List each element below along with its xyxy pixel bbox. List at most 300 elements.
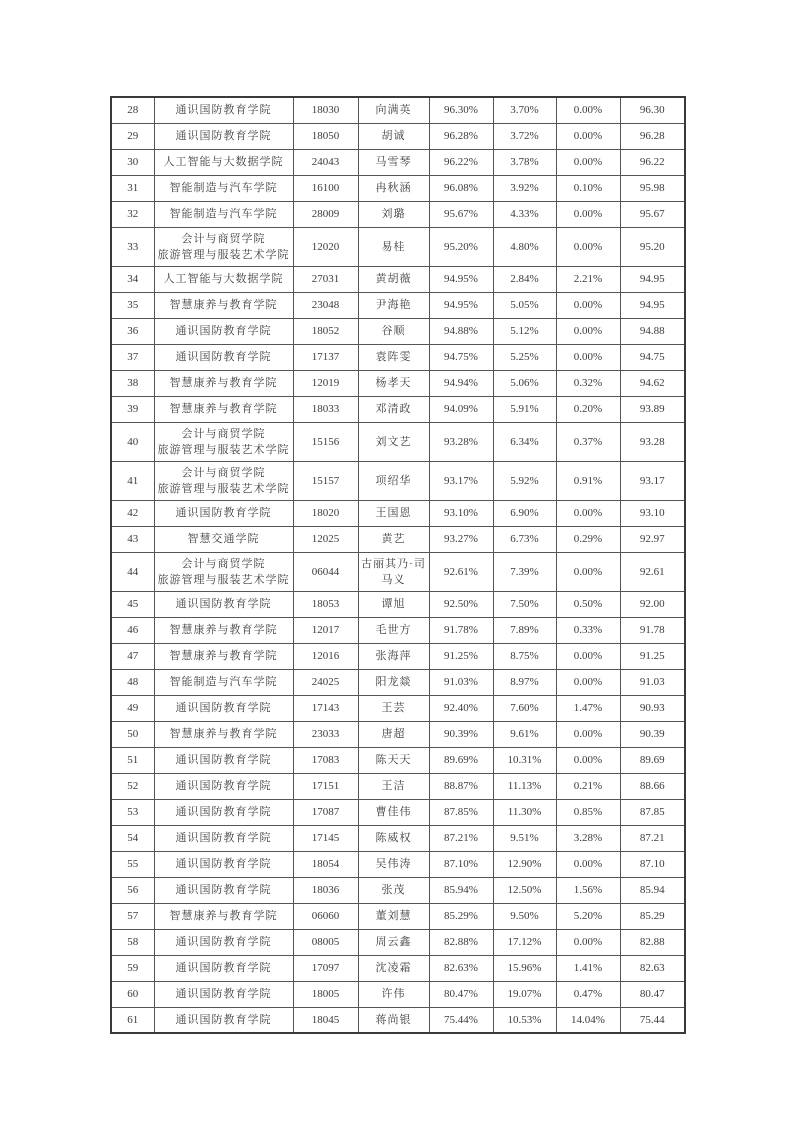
table-row (111, 773, 685, 799)
cell-pct2: 8.97% (493, 669, 556, 695)
cell-pct2: 6.90% (493, 500, 556, 526)
cell-name: 王芸 (358, 695, 429, 721)
table-row (111, 201, 685, 227)
cell-rank: 28 (111, 97, 154, 123)
attendance-score-table (110, 96, 686, 1034)
cell-pct1: 90.39% (429, 721, 493, 747)
cell-college (154, 591, 293, 617)
table-row (111, 591, 685, 617)
cell-pct2: 10.31% (493, 747, 556, 773)
cell-pct2: 17.12% (493, 929, 556, 955)
college-name-line: 智能制造与汽车学院 (169, 208, 278, 220)
cell-rank: 53 (111, 799, 154, 825)
cell-pct3: 0.50% (556, 591, 620, 617)
cell-rank: 47 (111, 643, 154, 669)
cell-pct1: 92.61% (429, 552, 493, 591)
cell-score: 87.85 (620, 799, 685, 825)
cell-rank: 32 (111, 201, 154, 227)
cell-pct2: 3.78% (493, 149, 556, 175)
cell-score: 85.29 (620, 903, 685, 929)
cell-college (154, 955, 293, 981)
cell-rank: 45 (111, 591, 154, 617)
table-row (111, 695, 685, 721)
college-name-line: 会计与商贸学院 (181, 557, 266, 570)
cell-name: 张海萍 (358, 643, 429, 669)
cell-rank: 57 (111, 903, 154, 929)
cell-score: 91.25 (620, 643, 685, 669)
cell-pct3: 3.28% (556, 825, 620, 851)
cell-name: 项绍华 (358, 461, 429, 500)
college-name-line: 会计与商贸学院 (181, 232, 266, 245)
cell-pct3: 0.00% (556, 318, 620, 344)
college-name-line: 通识国防教育学院 (175, 702, 272, 714)
cell-score: 94.88 (620, 318, 685, 344)
cell-rank: 39 (111, 396, 154, 422)
cell-score: 92.61 (620, 552, 685, 591)
cell-pct3: 5.20% (556, 903, 620, 929)
cell-college (154, 695, 293, 721)
cell-college (154, 175, 293, 201)
cell-rank: 31 (111, 175, 154, 201)
college-name-line: 通识国防教育学院 (175, 988, 272, 1000)
cell-pct1: 89.69% (429, 747, 493, 773)
table-row (111, 97, 685, 123)
cell-college (154, 552, 293, 591)
cell-college (154, 370, 293, 396)
cell-pct1: 87.85% (429, 799, 493, 825)
college-name-line: 旅游管理与服装艺术学院 (157, 248, 290, 261)
college-name-line: 通识国防教育学院 (175, 858, 272, 870)
cell-pct3: 0.00% (556, 344, 620, 370)
table-row (111, 955, 685, 981)
cell-name: 唐超 (358, 721, 429, 747)
cell-pct1: 94.95% (429, 266, 493, 292)
cell-rank: 56 (111, 877, 154, 903)
table-row (111, 266, 685, 292)
cell-score: 80.47 (620, 981, 685, 1007)
college-name-line: 人工智能与大数据学院 (163, 156, 284, 168)
college-name-line: 旅游管理与服装艺术学院 (157, 482, 290, 495)
college-name-line: 智慧交通学院 (187, 533, 260, 545)
cell-pct3: 0.47% (556, 981, 620, 1007)
cell-pct3: 0.00% (556, 500, 620, 526)
cell-pct2: 5.92% (493, 461, 556, 500)
cell-pct3: 1.47% (556, 695, 620, 721)
cell-college (154, 1007, 293, 1033)
cell-college (154, 721, 293, 747)
cell-student-id: 12017 (293, 617, 358, 643)
table-row (111, 851, 685, 877)
cell-pct3: 0.10% (556, 175, 620, 201)
cell-score: 90.39 (620, 721, 685, 747)
cell-pct2: 12.50% (493, 877, 556, 903)
table-row (111, 123, 685, 149)
cell-name: 易桂 (358, 227, 429, 266)
table-row (111, 227, 685, 266)
college-name-line: 通识国防教育学院 (175, 832, 272, 844)
cell-name: 董刘慧 (358, 903, 429, 929)
cell-name: 黄艺 (358, 526, 429, 552)
cell-pct2: 7.50% (493, 591, 556, 617)
college-name-line: 智慧康养与教育学院 (169, 910, 278, 922)
cell-student-id: 17151 (293, 773, 358, 799)
cell-pct2: 5.05% (493, 292, 556, 318)
college-name-line: 人工智能与大数据学院 (163, 273, 284, 285)
cell-pct3: 2.21% (556, 266, 620, 292)
cell-rank: 30 (111, 149, 154, 175)
cell-pct2: 4.33% (493, 201, 556, 227)
cell-name: 毛世方 (358, 617, 429, 643)
cell-pct2: 7.89% (493, 617, 556, 643)
cell-student-id: 17145 (293, 825, 358, 851)
cell-score: 92.97 (620, 526, 685, 552)
college-name-line: 智慧康养与教育学院 (169, 299, 278, 311)
cell-student-id: 24043 (293, 149, 358, 175)
cell-pct2: 5.91% (493, 396, 556, 422)
cell-pct1: 85.29% (429, 903, 493, 929)
cell-rank: 38 (111, 370, 154, 396)
cell-name: 吴伟涛 (358, 851, 429, 877)
cell-student-id: 12020 (293, 227, 358, 266)
cell-pct2: 7.39% (493, 552, 556, 591)
cell-college (154, 227, 293, 266)
college-name-line: 通识国防教育学院 (175, 104, 272, 117)
cell-score: 90.93 (620, 695, 685, 721)
cell-rank: 44 (111, 552, 154, 591)
cell-rank: 59 (111, 955, 154, 981)
cell-rank: 29 (111, 123, 154, 149)
cell-name: 马雪琴 (358, 149, 429, 175)
cell-score: 91.03 (620, 669, 685, 695)
cell-rank: 61 (111, 1007, 154, 1033)
cell-score: 75.44 (620, 1007, 685, 1033)
cell-score: 92.00 (620, 591, 685, 617)
cell-college (154, 877, 293, 903)
cell-score: 95.67 (620, 201, 685, 227)
cell-name: 胡诚 (358, 123, 429, 149)
college-name-line: 会计与商贸学院 (181, 427, 266, 440)
college-name-line: 通识国防教育学院 (175, 780, 272, 792)
cell-student-id: 08005 (293, 929, 358, 955)
cell-college (154, 617, 293, 643)
cell-college (154, 643, 293, 669)
cell-pct1: 92.40% (429, 695, 493, 721)
cell-rank: 40 (111, 422, 154, 461)
cell-pct3: 0.00% (556, 97, 620, 123)
cell-pct2: 9.50% (493, 903, 556, 929)
cell-rank: 35 (111, 292, 154, 318)
table-row (111, 643, 685, 669)
table-row (111, 149, 685, 175)
cell-name: 尹海艳 (358, 292, 429, 318)
cell-pct1: 96.08% (429, 175, 493, 201)
cell-score: 96.28 (620, 123, 685, 149)
cell-pct3: 0.00% (556, 227, 620, 266)
cell-pct3: 1.56% (556, 877, 620, 903)
cell-pct2: 6.73% (493, 526, 556, 552)
cell-pct2: 3.70% (493, 97, 556, 123)
table-row (111, 929, 685, 955)
table-body (111, 97, 685, 1033)
cell-rank: 49 (111, 695, 154, 721)
cell-pct2: 5.12% (493, 318, 556, 344)
cell-college (154, 344, 293, 370)
cell-college (154, 461, 293, 500)
cell-college (154, 747, 293, 773)
cell-pct1: 88.87% (429, 773, 493, 799)
cell-name: 张茂 (358, 877, 429, 903)
cell-pct1: 82.88% (429, 929, 493, 955)
cell-pct2: 11.13% (493, 773, 556, 799)
cell-college (154, 981, 293, 1007)
cell-pct2: 9.61% (493, 721, 556, 747)
cell-score: 93.17 (620, 461, 685, 500)
cell-score: 94.95 (620, 292, 685, 318)
cell-college (154, 149, 293, 175)
cell-score: 95.20 (620, 227, 685, 266)
cell-college (154, 201, 293, 227)
cell-score: 85.94 (620, 877, 685, 903)
cell-pct3: 0.37% (556, 422, 620, 461)
cell-pct1: 96.30% (429, 97, 493, 123)
table-row (111, 552, 685, 591)
cell-rank: 33 (111, 227, 154, 266)
cell-pct2: 12.90% (493, 851, 556, 877)
college-name-line: 智慧康养与教育学院 (169, 650, 278, 662)
cell-pct3: 0.00% (556, 123, 620, 149)
cell-name: 谷顺 (358, 318, 429, 344)
cell-name: 阳龙燚 (358, 669, 429, 695)
table-row (111, 396, 685, 422)
cell-score: 94.62 (620, 370, 685, 396)
college-name-line: 通识国防教育学院 (175, 962, 272, 974)
cell-student-id: 18052 (293, 318, 358, 344)
college-name-line: 智慧康养与教育学院 (169, 377, 278, 389)
cell-name: 王国恩 (358, 500, 429, 526)
cell-pct3: 0.00% (556, 747, 620, 773)
cell-name: 周云鑫 (358, 929, 429, 955)
table-row (111, 461, 685, 500)
college-name-line: 智慧康养与教育学院 (169, 624, 278, 636)
college-name-line: 智慧康养与教育学院 (169, 403, 278, 415)
cell-name: 陈威权 (358, 825, 429, 851)
cell-rank: 34 (111, 266, 154, 292)
cell-pct3: 0.00% (556, 721, 620, 747)
cell-pct3: 0.00% (556, 149, 620, 175)
table-row (111, 292, 685, 318)
cell-rank: 46 (111, 617, 154, 643)
cell-pct2: 5.25% (493, 344, 556, 370)
cell-student-id: 06060 (293, 903, 358, 929)
college-name-line: 通识国防教育学院 (175, 507, 272, 519)
cell-name: 刘璐 (358, 201, 429, 227)
cell-score: 87.21 (620, 825, 685, 851)
cell-pct2: 11.30% (493, 799, 556, 825)
cell-pct1: 91.25% (429, 643, 493, 669)
cell-rank: 55 (111, 851, 154, 877)
cell-rank: 58 (111, 929, 154, 955)
cell-pct3: 0.32% (556, 370, 620, 396)
cell-pct1: 91.78% (429, 617, 493, 643)
cell-pct1: 95.20% (429, 227, 493, 266)
cell-pct2: 8.75% (493, 643, 556, 669)
cell-name: 曹佳伟 (358, 799, 429, 825)
cell-student-id: 12025 (293, 526, 358, 552)
cell-college (154, 123, 293, 149)
table-row (111, 617, 685, 643)
cell-pct3: 0.85% (556, 799, 620, 825)
table-row (111, 721, 685, 747)
cell-score: 82.88 (620, 929, 685, 955)
cell-rank: 42 (111, 500, 154, 526)
cell-student-id: 17083 (293, 747, 358, 773)
cell-pct3: 0.00% (556, 292, 620, 318)
table-row (111, 344, 685, 370)
cell-pct2: 15.96% (493, 955, 556, 981)
cell-student-id: 18020 (293, 500, 358, 526)
cell-pct3: 1.41% (556, 955, 620, 981)
cell-pct1: 94.95% (429, 292, 493, 318)
cell-name: 杨孝天 (358, 370, 429, 396)
cell-pct1: 94.88% (429, 318, 493, 344)
cell-college (154, 929, 293, 955)
cell-score: 88.66 (620, 773, 685, 799)
cell-pct2: 7.60% (493, 695, 556, 721)
college-name-line: 通识国防教育学院 (175, 754, 272, 766)
cell-student-id: 18054 (293, 851, 358, 877)
cell-college (154, 903, 293, 929)
cell-score: 94.75 (620, 344, 685, 370)
cell-college (154, 526, 293, 552)
cell-college (154, 266, 293, 292)
cell-score: 89.69 (620, 747, 685, 773)
cell-college (154, 318, 293, 344)
cell-pct1: 85.94% (429, 877, 493, 903)
college-name-line: 通识国防教育学院 (175, 598, 272, 610)
table-row (111, 799, 685, 825)
cell-college (154, 97, 293, 123)
cell-pct2: 19.07% (493, 981, 556, 1007)
cell-pct1: 87.10% (429, 851, 493, 877)
cell-college (154, 422, 293, 461)
college-name-line: 通识国防教育学院 (175, 130, 272, 142)
cell-college (154, 396, 293, 422)
college-name-line: 通识国防教育学院 (175, 806, 272, 818)
cell-student-id: 23048 (293, 292, 358, 318)
cell-student-id: 23033 (293, 721, 358, 747)
college-name-line: 旅游管理与服装艺术学院 (157, 443, 290, 456)
cell-student-id: 15156 (293, 422, 358, 461)
table-row (111, 500, 685, 526)
cell-score: 93.89 (620, 396, 685, 422)
cell-student-id: 17137 (293, 344, 358, 370)
cell-pct3: 0.00% (556, 669, 620, 695)
cell-name: 黄胡薇 (358, 266, 429, 292)
cell-pct3: 0.21% (556, 773, 620, 799)
cell-student-id: 16100 (293, 175, 358, 201)
cell-student-id: 12019 (293, 370, 358, 396)
cell-student-id: 06044 (293, 552, 358, 591)
cell-score: 95.98 (620, 175, 685, 201)
cell-student-id: 27031 (293, 266, 358, 292)
cell-pct1: 93.28% (429, 422, 493, 461)
table-row (111, 370, 685, 396)
cell-pct3: 0.91% (556, 461, 620, 500)
cell-student-id: 18053 (293, 591, 358, 617)
table-row (111, 1007, 685, 1033)
cell-rank: 48 (111, 669, 154, 695)
cell-college (154, 292, 293, 318)
table-row (111, 747, 685, 773)
cell-student-id: 28009 (293, 201, 358, 227)
college-name-line: 智能制造与汽车学院 (169, 182, 278, 194)
cell-rank: 51 (111, 747, 154, 773)
college-name-line: 智慧康养与教育学院 (169, 728, 278, 740)
table-row (111, 526, 685, 552)
cell-student-id: 24025 (293, 669, 358, 695)
college-name-line: 通识国防教育学院 (175, 936, 272, 948)
college-name-line: 旅游管理与服装艺术学院 (157, 573, 290, 586)
cell-name: 谭旭 (358, 591, 429, 617)
cell-pct2: 4.80% (493, 227, 556, 266)
cell-student-id: 18045 (293, 1007, 358, 1033)
cell-pct1: 94.09% (429, 396, 493, 422)
cell-pct3: 0.00% (556, 201, 620, 227)
cell-rank: 54 (111, 825, 154, 851)
cell-pct3: 0.20% (556, 396, 620, 422)
cell-pct2: 2.84% (493, 266, 556, 292)
cell-rank: 50 (111, 721, 154, 747)
cell-name: 沈凌霜 (358, 955, 429, 981)
table-row (111, 318, 685, 344)
cell-name: 蒋尚银 (358, 1007, 429, 1033)
cell-score: 93.28 (620, 422, 685, 461)
cell-name: 刘文艺 (358, 422, 429, 461)
cell-score: 93.10 (620, 500, 685, 526)
cell-rank: 37 (111, 344, 154, 370)
cell-name: 袁阵雯 (358, 344, 429, 370)
cell-student-id: 15157 (293, 461, 358, 500)
cell-college (154, 799, 293, 825)
cell-name: 冉秋涵 (358, 175, 429, 201)
cell-pct2: 5.06% (493, 370, 556, 396)
college-name-line: 通识国防教育学院 (175, 884, 272, 896)
college-name-line: 通识国防教育学院 (175, 1013, 272, 1026)
cell-pct3: 14.04% (556, 1007, 620, 1033)
cell-score: 87.10 (620, 851, 685, 877)
college-name-line: 会计与商贸学院 (181, 466, 266, 479)
cell-pct1: 95.67% (429, 201, 493, 227)
cell-pct2: 6.34% (493, 422, 556, 461)
cell-name: 王洁 (358, 773, 429, 799)
cell-student-id: 17087 (293, 799, 358, 825)
cell-score: 91.78 (620, 617, 685, 643)
cell-pct3: 0.00% (556, 851, 620, 877)
cell-pct2: 10.53% (493, 1007, 556, 1033)
cell-student-id: 18036 (293, 877, 358, 903)
cell-student-id: 18050 (293, 123, 358, 149)
cell-pct1: 93.17% (429, 461, 493, 500)
cell-name: 邓清政 (358, 396, 429, 422)
cell-pct1: 93.27% (429, 526, 493, 552)
college-name-line: 智能制造与汽车学院 (169, 676, 278, 688)
cell-college (154, 500, 293, 526)
cell-college (154, 825, 293, 851)
cell-score: 94.95 (620, 266, 685, 292)
cell-pct3: 0.00% (556, 643, 620, 669)
college-name-line: 通识国防教育学院 (175, 351, 272, 363)
cell-pct2: 3.92% (493, 175, 556, 201)
